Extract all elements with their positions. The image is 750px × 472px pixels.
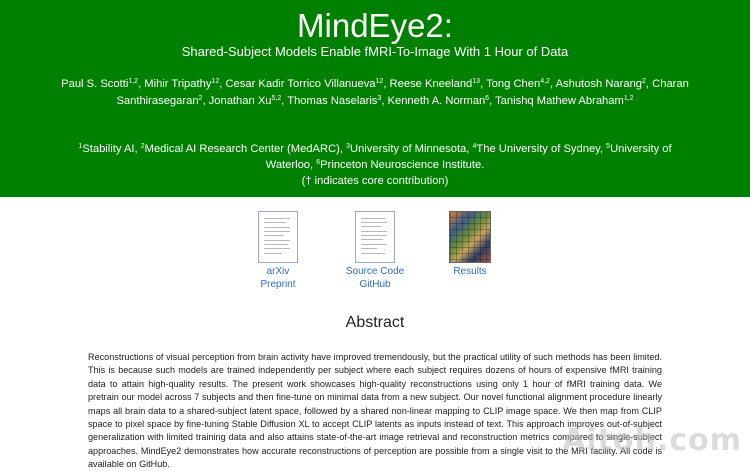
author-name: Reese Kneeland <box>389 78 473 90</box>
watermark: Aitoh.com <box>562 423 742 458</box>
abstract-text: Reconstructions of visual perception from brain activity have improved tremendously, but the practical utility of such methods has been limited. This is because such models are trained independently per subject where each subject requires dozens of hours of expensive fMRI training data to attain high-quality results. The present work showcases high-quality reconstructions using only 1 hour of fMRI training data. We pretrain our model across 7 subjects and then fine-tune on minimal data from a new subject. Our novel functional alignment procedure linearly maps all brain data to a shared-subject latent space, followed by a shared non-linear mapping to CLIP image space. We then map from CLIP space to pixel space by fine-tuning Stable Diffusion XL to accept CLIP latents as inputs instead of text. This approach improves out-of-subject generalization with limited training data and also attains state-of-the-art image retrieval and reconstruction metrics compared to single-subject approaches. MindEye2 demonstrates how accurate reconstructions of perception are possible from a single visit to the MRI facility. All code is available on GitHub. <box>88 352 662 470</box>
author-name: Ashutosh Narang <box>555 78 643 90</box>
author-name: Kenneth A. Norman <box>387 95 486 107</box>
page-title: MindEye2: <box>297 7 453 44</box>
affiliation-marker: 5 <box>606 143 611 150</box>
results-link-label: Results <box>453 266 487 277</box>
affiliation-name: Princeton Neuroscience Institute. <box>320 159 485 171</box>
author-name: Paul S. Scotti <box>61 78 129 90</box>
author-name: Tong Chen <box>486 78 541 90</box>
author-affiliation-marker: 2 <box>198 95 203 102</box>
affiliation-name: The University of Sydney, <box>476 143 607 155</box>
author-list: Paul S. Scotti$^{1,2}$, Mihir Tripathy$^{12}$, Cesar Kadir Torrico Villanueva$^{12}$, Reese Kneeland$^{13}$, Tong Chen$^{4,2}$, Ashutosh Narang$^2$, Charan Santhirasegaran$^2$, Jonathan Xu$^{5,2}$, Thomas Naselaris$^3$, Kenneth A. Norman$^6$, Tanishq Mathew Abraham$^{1,2}$ <box>61 78 689 107</box>
arxiv-preprint-link[interactable] <box>233 211 323 291</box>
hero-banner <box>0 0 750 197</box>
author-affiliation-marker: 6 <box>485 95 490 102</box>
github-link-label: GitHub <box>359 279 391 290</box>
author-name: Thomas Naselaris <box>287 95 378 107</box>
affiliation-marker: 2 <box>140 143 145 150</box>
affiliation-name: Medical AI Research Center (MedARC), <box>144 143 347 155</box>
affiliation-name: Stability AI, <box>82 143 141 155</box>
results-link[interactable] <box>425 211 515 278</box>
author-affiliation-marker: 2 <box>642 78 646 85</box>
arxiv-link-label: arXiv <box>266 266 290 277</box>
author-name: Tanishq Mathew Abraham <box>495 95 624 107</box>
author-name: Mihir Tripathy <box>144 78 212 90</box>
source-code-link-label: Source Code <box>345 266 405 277</box>
author-name: Charan Santhirasegaran <box>116 78 689 107</box>
author-name: Cesar Kadir Torrico Villanueva <box>225 78 376 90</box>
affiliation-marker: 1 <box>78 143 83 150</box>
github-code-link[interactable] <box>330 211 420 291</box>
affiliation-marker: 4 <box>472 143 477 150</box>
results-thumbnail-icon <box>449 211 491 263</box>
resource-links <box>0 211 750 291</box>
affiliation-name: University of Waterloo, <box>265 143 672 171</box>
author-affiliation-marker: 4,2 <box>540 78 550 85</box>
affiliation-marker: 6 <box>316 159 321 166</box>
affiliation-list <box>60 141 690 173</box>
paper-thumbnail-icon <box>258 211 298 263</box>
affiliation-name: University of Minnesota, <box>350 143 473 155</box>
code-thumbnail-icon <box>355 211 395 263</box>
author-affiliation-marker: 13 <box>472 78 481 85</box>
affiliation-marker: 3 <box>346 143 350 150</box>
author-affiliation-marker: 3 <box>377 95 382 102</box>
author-affiliation-marker: 1,2 <box>128 78 139 85</box>
page-subtitle: Shared-Subject Models Enable fMRI-To-Image With 1 Hour of Data <box>181 44 569 59</box>
author-affiliation-marker: 12 <box>375 78 384 85</box>
author-affiliation-marker: 12 <box>211 78 220 85</box>
core-contribution-note: († indicates core contribution) <box>301 175 449 187</box>
preprint-link-label: Preprint <box>260 279 296 290</box>
author-name: Jonathan Xu <box>208 95 272 107</box>
author-affiliation-marker: 1,2 <box>623 95 634 102</box>
author-affiliation-marker: 5,2 <box>271 95 282 102</box>
abstract-heading: Abstract <box>345 314 405 331</box>
